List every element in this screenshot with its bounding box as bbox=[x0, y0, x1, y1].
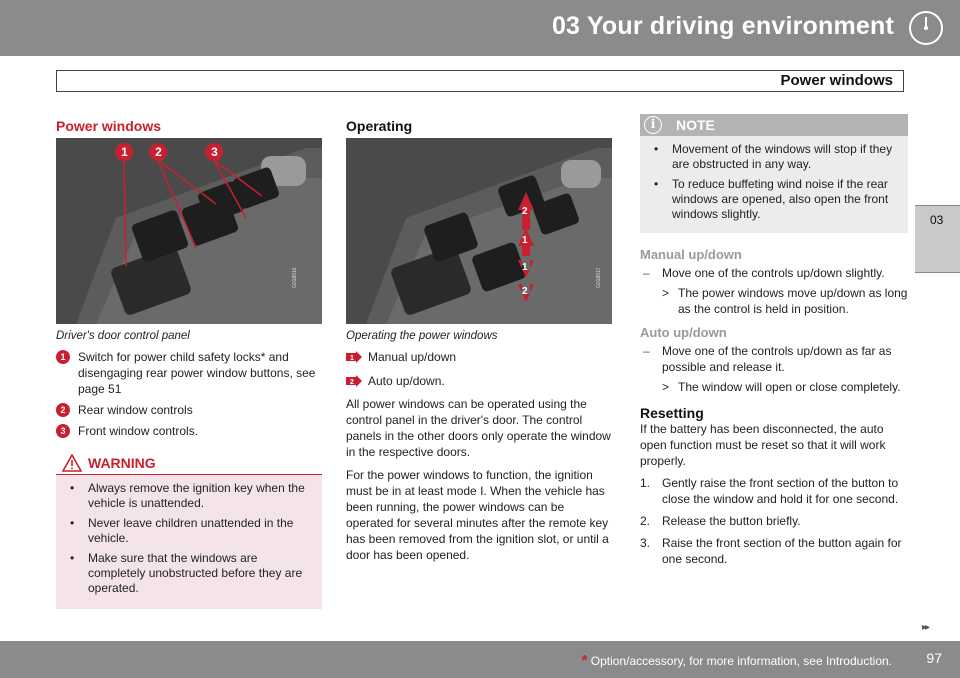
chapter-tab[interactable] bbox=[915, 205, 960, 273]
step-number: 2. bbox=[640, 514, 651, 528]
callout-text: Manual up/down bbox=[368, 350, 457, 364]
callout-number: 2 bbox=[350, 379, 354, 386]
callout-item bbox=[346, 373, 614, 389]
instruction-step: – Move one of the controls up/down slightly. bbox=[640, 265, 908, 281]
callout-item bbox=[56, 423, 322, 439]
red-arrow-icon bbox=[346, 351, 362, 363]
section-title: Power windows bbox=[780, 72, 893, 89]
warning-title: WARNING bbox=[88, 455, 156, 471]
step-number: 3. bbox=[640, 536, 651, 550]
image-label-auto-down: 2 bbox=[522, 286, 528, 297]
list-item: • Make sure that the windows are completely unobstructed before they are operated. bbox=[66, 551, 312, 596]
paragraph: All power windows can be operated using the control panel in the driver's door. The control panels in the other doors only operate the window in the respective doors. bbox=[346, 397, 611, 459]
chapter-title: 03 Your driving environment bbox=[551, 12, 894, 40]
numbered-step bbox=[640, 475, 908, 507]
callout-text: Rear window controls bbox=[78, 403, 193, 417]
note-box bbox=[640, 114, 908, 233]
numbered-step bbox=[640, 535, 908, 567]
warning-list bbox=[56, 475, 322, 609]
warning-box bbox=[56, 453, 322, 609]
list-item: • Always remove the ignition key when the vehicle is unattended. bbox=[66, 481, 312, 511]
callout-number: 2 bbox=[56, 403, 70, 417]
image-caption: Operating the power windows bbox=[346, 330, 498, 342]
image-label-2: 2 bbox=[155, 145, 162, 159]
step-number: 1. bbox=[640, 476, 651, 490]
callout-text: Auto up/down. bbox=[368, 374, 445, 388]
image-label-manual-down: 1 bbox=[522, 262, 528, 273]
resetting-intro: If the battery has been disconnected, the auto open function must be reset so that it will work properly. bbox=[640, 422, 886, 468]
page-number: 97 bbox=[926, 650, 942, 666]
paragraph: For the power windows to function, the ignition must be in at least mode I. When the vehicle has been running, the power windows can be operated for several minutes after the remote key has been removed from the ignition slot, or until a door has been opened. bbox=[346, 468, 609, 562]
operating-image bbox=[346, 138, 612, 324]
section-bar bbox=[56, 70, 904, 92]
door-control-panel-image bbox=[56, 138, 322, 324]
warning-triangle-icon bbox=[62, 454, 82, 472]
callout-number: 1 bbox=[350, 355, 354, 362]
column-power-windows bbox=[56, 110, 322, 609]
asterisk-marker: * bbox=[581, 652, 588, 669]
info-icon: i bbox=[644, 116, 662, 134]
callout-item bbox=[56, 402, 322, 418]
door-panel-illustration bbox=[56, 138, 322, 324]
column-operating bbox=[346, 110, 614, 563]
callout-text: Front window controls. bbox=[78, 424, 199, 438]
instruction-result: > The power windows move up/down as long as the control is held in position. bbox=[640, 285, 908, 317]
operating-illustration bbox=[346, 138, 612, 324]
instruction-result: > The window will open or close completely. bbox=[640, 379, 908, 395]
list-item: • To reduce buffeting wind noise if the rear windows are opened, also open the front windows slightly. bbox=[650, 177, 898, 222]
step-text: Gently raise the front section of the button to close the window and hold it for one second. bbox=[662, 476, 899, 506]
operating-heading: Operating bbox=[346, 118, 413, 134]
speedometer-icon bbox=[906, 8, 946, 48]
image-code: G018016 bbox=[292, 267, 298, 288]
resetting-heading: Resetting bbox=[640, 405, 704, 421]
next-page-arrows[interactable]: ▸▸ bbox=[922, 622, 929, 633]
red-arrow-icon bbox=[346, 375, 362, 387]
list-item: • Movement of the windows will stop if they are obstructed in any way. bbox=[650, 142, 898, 172]
image-label-3: 3 bbox=[211, 145, 218, 159]
auto-heading: Auto up/down bbox=[640, 325, 727, 340]
callout-item bbox=[346, 349, 614, 365]
note-list bbox=[640, 136, 908, 233]
note-title: NOTE bbox=[676, 117, 715, 133]
image-label-manual-up: 1 bbox=[522, 235, 528, 246]
page-header bbox=[0, 0, 960, 56]
callout-number: 3 bbox=[56, 424, 70, 438]
callout-item bbox=[56, 349, 322, 397]
instruction-step: – Move one of the controls up/down as far as possible and release it. bbox=[640, 343, 908, 375]
power-windows-heading: Power windows bbox=[56, 118, 162, 134]
column-details bbox=[640, 110, 908, 567]
numbered-step bbox=[640, 513, 908, 529]
callout-number: 1 bbox=[56, 350, 70, 364]
note-header bbox=[640, 114, 908, 136]
step-text: Release the button briefly. bbox=[662, 514, 801, 528]
step-text: Raise the front section of the button again for one second. bbox=[662, 536, 902, 566]
list-item: • Never leave children unattended in the vehicle. bbox=[66, 516, 312, 546]
image-label-auto-up: 2 bbox=[522, 206, 528, 217]
image-code: G018017 bbox=[596, 267, 602, 288]
page-footer bbox=[0, 641, 960, 678]
image-caption: Driver's door control panel bbox=[56, 330, 190, 342]
chapter-tab-label: 03 bbox=[930, 213, 944, 227]
footer-note-text: Option/accessory, for more information, see Introduction. bbox=[590, 654, 892, 668]
warning-header bbox=[56, 453, 322, 475]
image-label-1: 1 bbox=[121, 145, 128, 159]
manual-heading: Manual up/down bbox=[640, 247, 742, 262]
footer-note bbox=[582, 652, 892, 669]
callout-text: Switch for power child safety locks* and disengaging rear power window buttons, see page 51 bbox=[78, 350, 316, 396]
